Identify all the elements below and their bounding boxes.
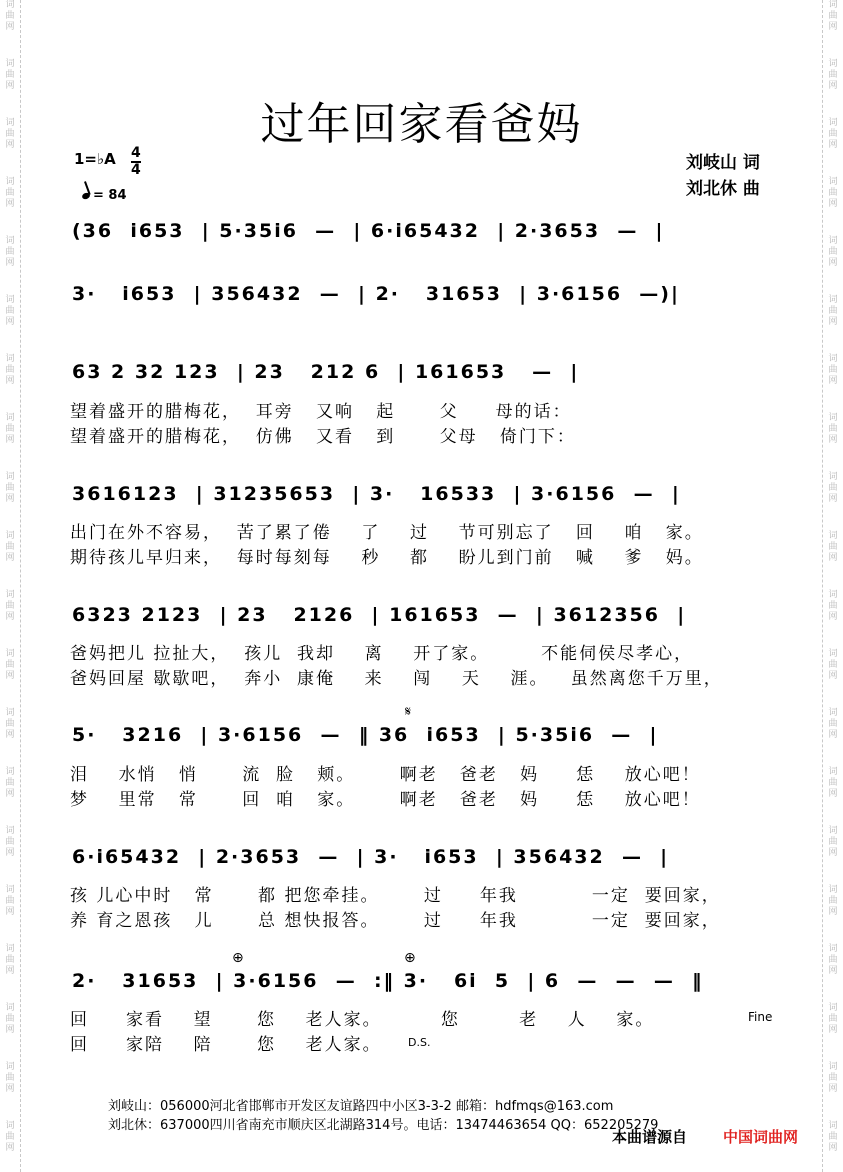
watermark-strip-left — [0, 0, 21, 1172]
site-logo-text[interactable]: 中国词曲网 — [723, 1128, 799, 1146]
watermark-text: 词 曲 网 — [828, 590, 838, 622]
watermark-text: 词 曲 网 — [5, 472, 15, 504]
ds-marking: D.S. — [408, 1036, 431, 1049]
watermark-text: 词 曲 网 — [5, 177, 15, 209]
watermark-text: 词 曲 网 — [828, 413, 838, 445]
lyric-line: 回 家陪 陪 您 老人家。 — [70, 1035, 382, 1055]
coda-sign: ⊕ — [404, 950, 416, 966]
notation-line: 5· 3216 | 3·6156 — ‖ 36 i653 | 5·35i6 — | — [72, 724, 659, 746]
notation-line: 3616123 | 31235653 | 3· 16533 | 3·6156 — | — [72, 483, 681, 505]
watermark-text: 词 曲 网 — [5, 1062, 15, 1094]
score-row-7 — [66, 838, 780, 884]
notation-line: 63 2 32 123 | 23 212 6 | 161653 — | — [72, 361, 580, 383]
lyric-line: 梦 里常 常 回 咱 家。 啊老 爸老 妈 恁 放心吧！ — [70, 790, 701, 810]
watermark-text: 词 曲 网 — [828, 177, 838, 209]
score-row-4 — [66, 475, 780, 521]
notation-line: 6323 2123 | 23 2126 | 161653 — | 3612356 | — [72, 604, 687, 626]
watermark-text: 词 曲 网 — [5, 885, 15, 917]
lyric-line: 爸妈回屋 歇歇吧， 奔小 康俺 来 闯 天 涯。 虽然离您千万里， — [70, 669, 723, 689]
score-row-8 — [66, 962, 780, 1008]
watermark-text: 词 曲 网 — [828, 708, 838, 740]
key-signature: 1=♭A — [74, 150, 116, 168]
tempo-marking: = 84 — [82, 188, 127, 203]
song-title: 过年回家看爸妈 — [260, 99, 583, 150]
watermark-text: 词 曲 网 — [5, 590, 15, 622]
watermark-text: 词 曲 网 — [828, 826, 838, 858]
segno-sign: 𝄋 — [405, 704, 412, 720]
footer-contact-lyricist: 刘岐山：056000河北省邯郸市开发区友谊路四中小区3-3-2 邮箱：hdfmqs@163.com — [108, 1099, 614, 1114]
watermark-text: 词 曲 网 — [5, 0, 15, 32]
watermark-text: 词 曲 网 — [5, 1003, 15, 1035]
notation-line: 2· 31653 | 3·6156 — :‖ 3· 6i 5 | 6 — — — ‖ — [72, 970, 704, 992]
score-row-2 — [66, 275, 780, 321]
lyric-line: 出门在外不容易， 苦了累了倦 了 过 节可别忘了 回 咱 家。 — [70, 523, 704, 543]
watermark-text: 词 曲 网 — [828, 0, 838, 32]
notation-line: 3· i653 | 356432 — | 2· 31653 | 3·6156 —)| — [72, 283, 680, 305]
quarter-note-icon — [81, 192, 91, 200]
score-row-1 — [66, 212, 780, 258]
watermark-text: 词 曲 网 — [828, 118, 838, 150]
lyric-line: 泪 水悄 悄 流 脸 颊。 啊老 爸老 妈 恁 放心吧！ — [70, 765, 701, 785]
watermark-text: 词 曲 网 — [828, 354, 838, 386]
composer-credit: 刘北休 曲 — [686, 179, 760, 199]
coda-sign: ⊕ — [232, 950, 244, 966]
watermark-text: 词 曲 网 — [828, 531, 838, 563]
lyric-line: 望着盛开的腊梅花， 耳旁 又响 起 父 母的话： — [70, 402, 572, 422]
watermark-text: 词 曲 网 — [5, 236, 15, 268]
watermark-text: 词 曲 网 — [5, 413, 15, 445]
watermark-text: 词 曲 网 — [5, 944, 15, 976]
source-label: 本曲谱源自 — [612, 1128, 688, 1146]
score-row-5 — [66, 596, 780, 642]
lyric-line: 孩 儿心中时 常 都 把您牵挂。 过 年我 一定 要回家， — [70, 886, 721, 906]
notation-line: (36 i653 | 5·35i6 — | 6·i65432 | 2·3653 — | — [72, 220, 665, 242]
lyricist-credit: 刘岐山 词 — [686, 153, 760, 173]
lyric-line: 回 家看 望 您 老人家。 您 老 人 家。 — [70, 1010, 655, 1030]
time-signature: 4 4 — [131, 145, 141, 178]
watermark-text: 词 曲 网 — [828, 944, 838, 976]
watermark-text: 词 曲 网 — [5, 649, 15, 681]
watermark-text: 词 曲 网 — [828, 1003, 838, 1035]
watermark-text: 词 曲 网 — [5, 826, 15, 858]
watermark-text: 词 曲 网 — [5, 59, 15, 91]
watermark-text: 词 曲 网 — [5, 708, 15, 740]
watermark-text: 词 曲 网 — [828, 472, 838, 504]
score-row-6 — [66, 716, 780, 762]
watermark-text: 词 曲 网 — [5, 767, 15, 799]
watermark-text: 词 曲 网 — [5, 354, 15, 386]
lyric-line: 期待孩儿早归来， 每时每刻每 秒 都 盼儿到门前 喊 爹 妈。 — [70, 548, 704, 568]
watermark-text: 词 曲 网 — [828, 1062, 838, 1094]
fine-marking: Fine — [748, 1010, 773, 1024]
watermark-text: 词 曲 网 — [828, 1121, 838, 1153]
watermark-strip-right — [822, 0, 843, 1172]
watermark-text: 词 曲 网 — [828, 649, 838, 681]
watermark-text: 词 曲 网 — [5, 118, 15, 150]
watermark-text: 词 曲 网 — [828, 885, 838, 917]
watermark-text: 词 曲 网 — [5, 295, 15, 327]
lyric-line: 养 育之恩孩 儿 总 想快报答。 过 年我 一定 要回家， — [70, 911, 721, 931]
notation-line: 6·i65432 | 2·3653 — | 3· i653 | 356432 — | — [72, 846, 670, 868]
footer-contact-composer: 刘北休：637000四川省南充市顺庆区北湖路314号。电话：13474463654 QQ：652205279 — [108, 1118, 659, 1133]
watermark-text: 词 曲 网 — [5, 531, 15, 563]
lyric-line: 爸妈把儿 拉扯大， 孩儿 我却 离 开了家。 不能伺侯尽孝心， — [70, 644, 694, 664]
watermark-text: 词 曲 网 — [828, 236, 838, 268]
watermark-text: 词 曲 网 — [828, 767, 838, 799]
watermark-text: 词 曲 网 — [828, 59, 838, 91]
watermark-text: 词 曲 网 — [828, 295, 838, 327]
lyric-line: 望着盛开的腊梅花， 仿佛 又看 到 父母 倚门下： — [70, 427, 576, 447]
score-row-3 — [66, 353, 780, 399]
watermark-text: 词 曲 网 — [5, 1121, 15, 1153]
